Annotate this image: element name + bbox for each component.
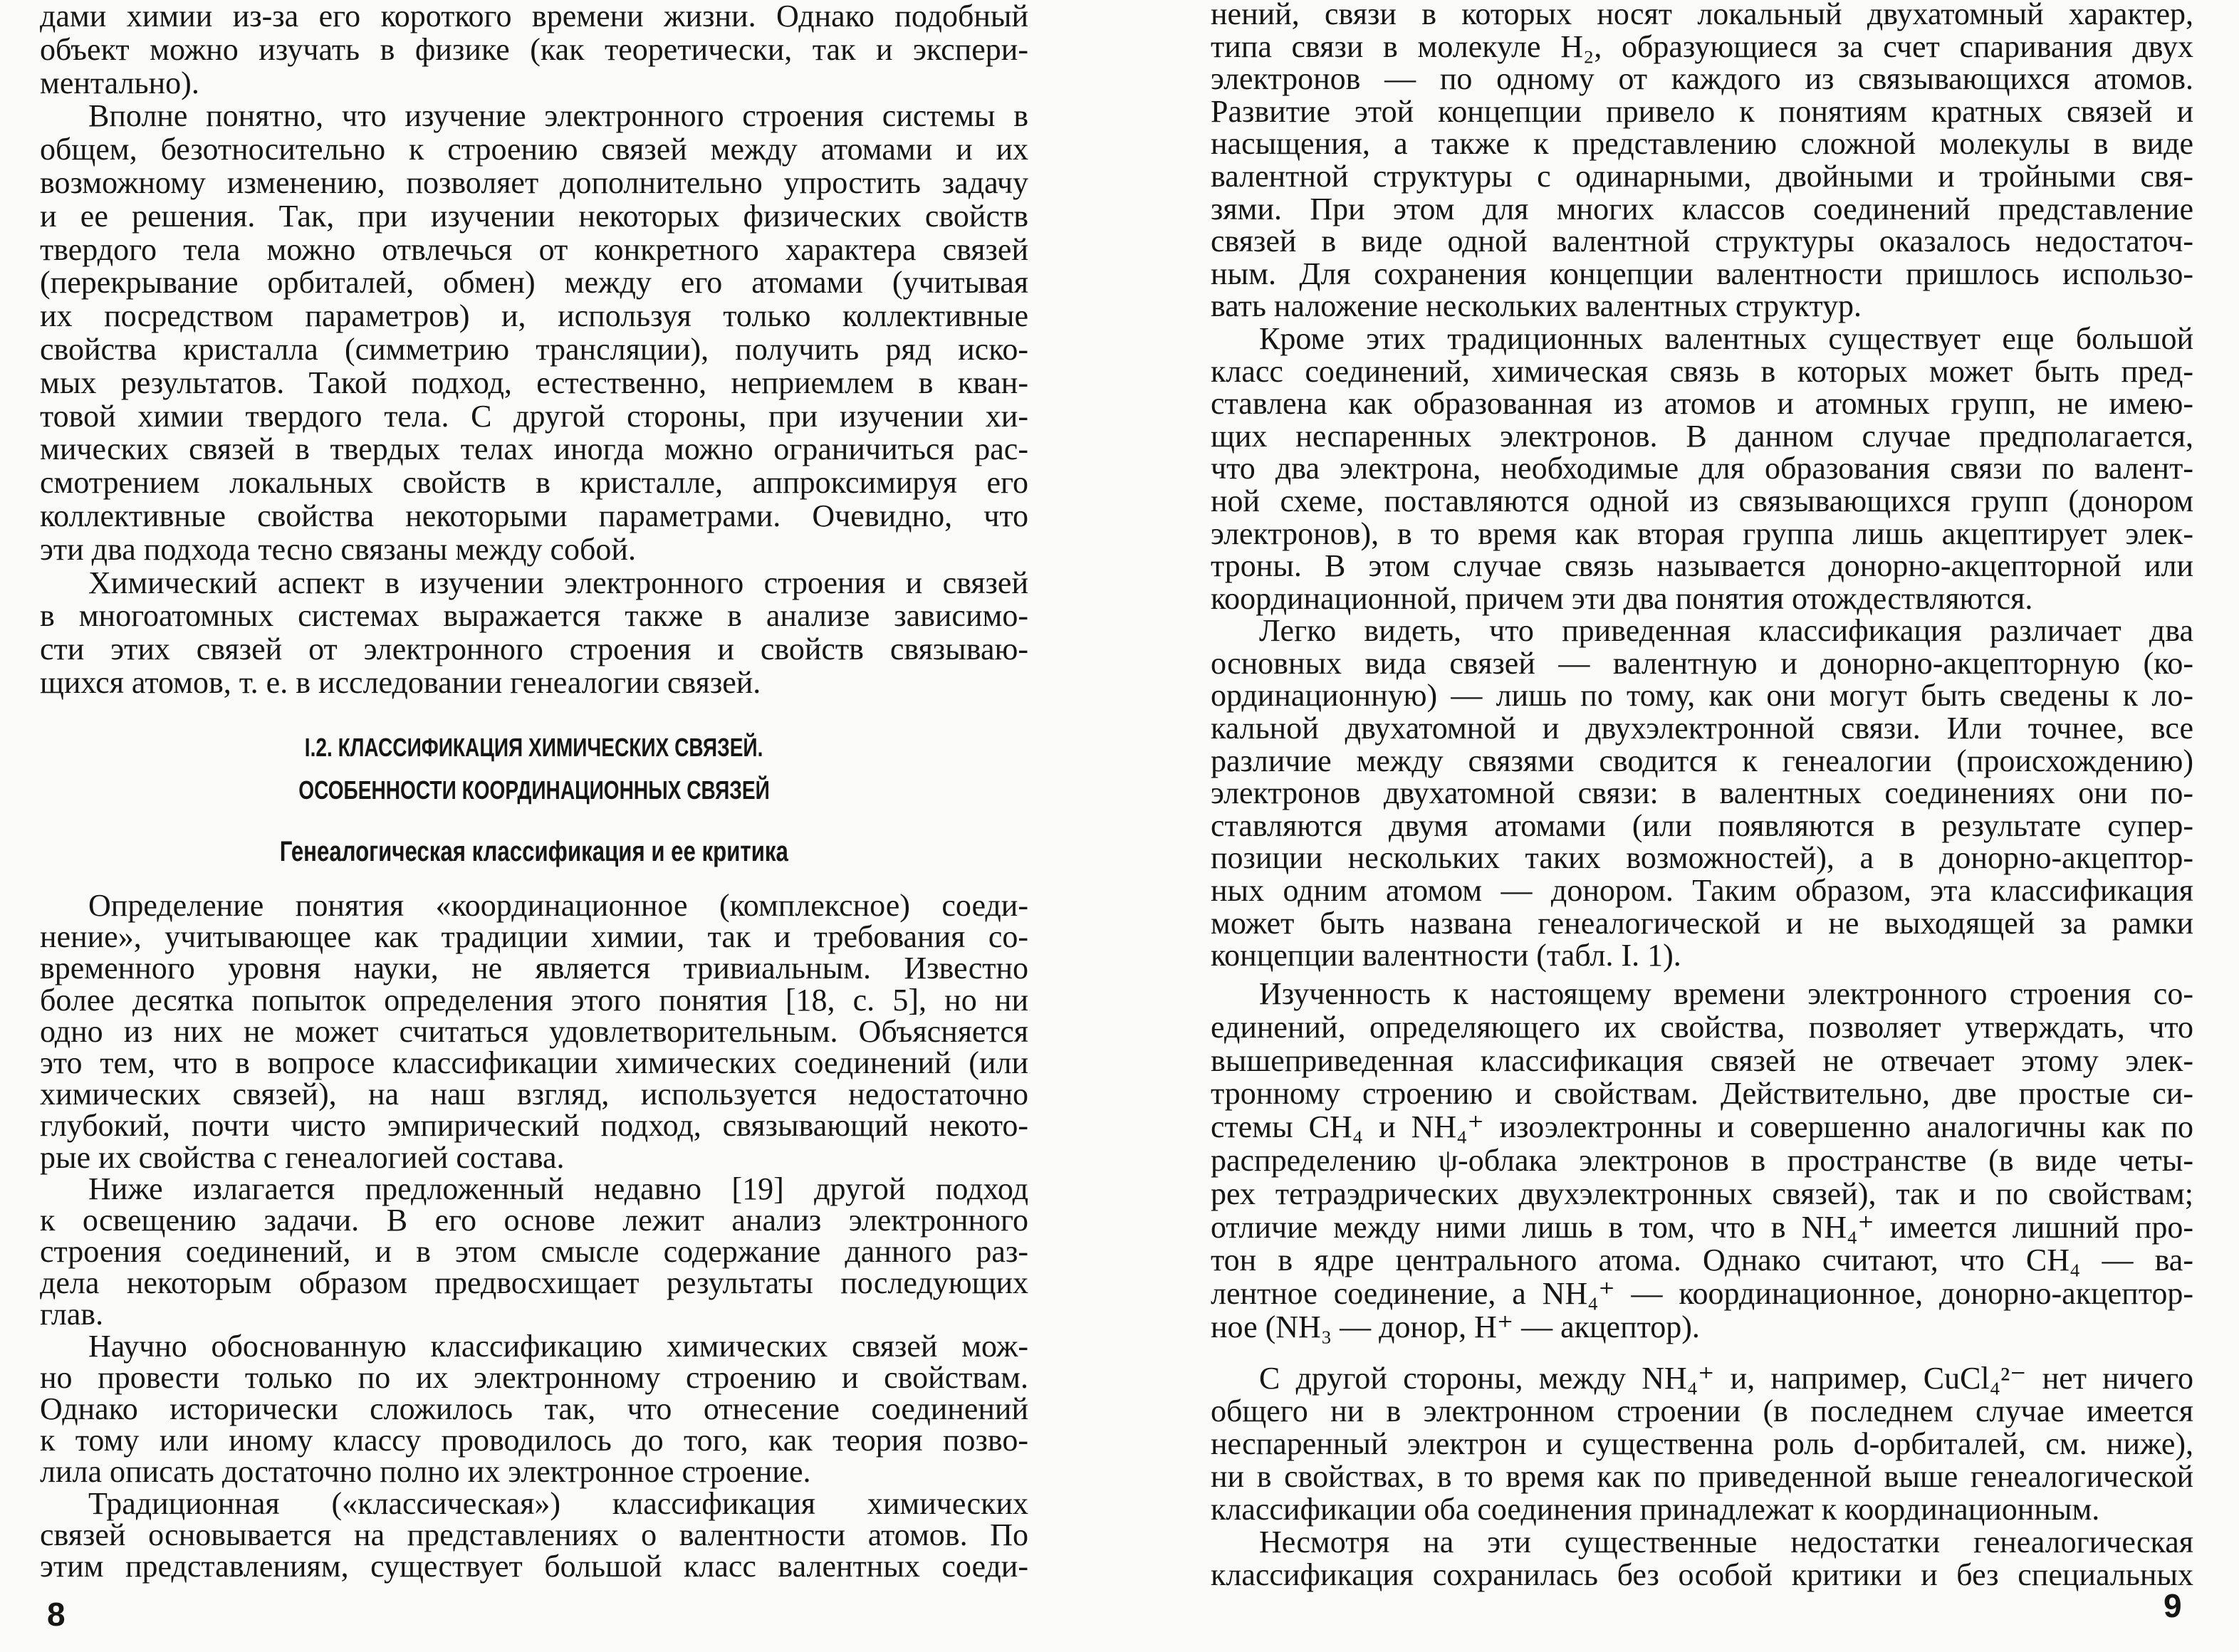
section-heading-line: I.2. КЛАССИФИКАЦИЯ ХИМИЧЕСКИХ СВЯЗЕЙ. [305, 733, 763, 762]
text-line: дами химии из-за его короткого времени жизни. Однако подобный [40, 0, 1028, 33]
text-line: электронов — по одному от каждого из связывающихся атомов. [1211, 61, 2193, 97]
paragraph [1211, 0, 2193, 323]
text-line: может быть названа генеалогической и не выходящей за рамки [1211, 905, 2193, 941]
text-line: глав. [40, 1297, 104, 1332]
text-line: насыщения, а также к представлению сложной молекулы в виде [1211, 126, 2193, 162]
text-line: ных одним атомом — донором. Таким образом, эта классификация [1211, 873, 2193, 909]
text-line: временного уровня науки, не является тривиальным. Известно [40, 951, 1028, 986]
text-line: стемы CH₄ и NH₄⁺ изоэлектронны и совершенно аналогичны как по [1211, 1109, 2193, 1145]
text-line: концепции валентности (табл. I. 1). [1211, 938, 1681, 973]
paragraph [40, 890, 1028, 1173]
text-line: Вполне понятно, что изучение электронного строения системы в [88, 98, 1028, 134]
text-line: различие между связями сводится к генеалогии (происхождению) [1211, 743, 2193, 778]
text-line: ментально). [40, 65, 199, 100]
text-line: свойства кристалла (симметрию трансляции), получить ряд иско- [40, 331, 1028, 367]
paragraph [1211, 1526, 2193, 1591]
text-line: С другой стороны, между NH₄⁺ и, например, CuCl₄²⁻ нет ничего [1259, 1361, 2193, 1396]
text-line: тронному строению и свойствам. Действительно, две простые си- [1211, 1076, 2193, 1112]
text-line: классификации оба соединения принадлежат к координационным. [1211, 1492, 2100, 1527]
text-line: Кроме этих традиционных валентных существует еще большой [1259, 320, 2193, 356]
text-line: их посредством параметров) и, используя только коллективные [40, 298, 1028, 334]
text-line: рые их свойства с генеалогией состава. [40, 1139, 565, 1175]
text-line: ным. Для сохранения концепции валентности пришлось использо- [1211, 256, 2193, 291]
text-line: (перекрывание орбиталей, обмен) между его атомами (учитывая [40, 265, 1028, 300]
text-line: валентной структуры с одинарными, двойными и тройными свя- [1211, 158, 2193, 194]
paragraph [40, 1328, 1028, 1490]
text-line: возможному изменению, позволяет дополнительно упростить задачу [40, 164, 1028, 200]
text-line: кальной двухатомной и двухэлектронной связи. Или точнее, все [1211, 711, 2193, 746]
right-text-block-bottom [1211, 1362, 2193, 1591]
paragraph [40, 100, 1028, 566]
text-line: Однако исторически сложилось так, что отнесение соединений [40, 1391, 1028, 1426]
text-line: ординационную) — лишь по тому, как они могут быть сведены к ло- [1211, 678, 2193, 713]
text-line: ное (NH₃ — донор, H⁺ — акцептор). [1211, 1309, 1700, 1344]
text-line: это тем, что в вопросе классификации химических соединений (или [40, 1045, 1028, 1080]
text-line: глубокий, почти чисто эмпирический подход, связывающий некото- [40, 1108, 1028, 1144]
text-line: к тому или иному классу проводилось до того, как теория позво- [40, 1423, 1028, 1458]
text-line: основных вида связей — валентную и донорно-акцепторную (ко- [1211, 645, 2193, 681]
text-line: смотрением локальных свойств в кристалле, аппроксимируя его [40, 465, 1028, 501]
text-line: типа связи в молекуле H₂, образующиеся за счет спаривания двух [1211, 28, 2193, 64]
text-line: но провести только по их электронному строению и свойствам. [40, 1359, 1028, 1395]
text-line: товой химии твердого тела. С другой стороны, при изучении хи- [40, 398, 1028, 434]
right-text-block-middle [1211, 978, 2193, 1344]
text-line: Развитие этой концепции привело к понятиям кратных связей и [1211, 93, 2193, 129]
text-line: химических связей), на наш взгляд, используется недостаточно [40, 1077, 1028, 1112]
text-line: вать наложение нескольких валентных структур. [1211, 288, 1862, 324]
text-line: координационной, причем эти два понятия отождествляются. [1211, 580, 2033, 616]
paragraph [40, 1173, 1028, 1331]
text-line: Легко видеть, что приведенная классификация различает два [1259, 613, 2193, 649]
text-line: Несмотря на эти существенные недостатки генеалогическая [1259, 1525, 2193, 1559]
text-line: общем, безотносительно к строению связей между атомами и их [40, 132, 1028, 167]
paragraph [1211, 615, 2193, 972]
page-number-left: 8 [47, 1596, 66, 1633]
text-line: Ниже излагается предложенный недавно [19] другой подход [88, 1171, 1028, 1206]
subsection-heading-text: Генеалогическая классификация и ее критика [279, 836, 789, 867]
text-line: неспаренный электрон и существенна роль d-орбиталей, см. ниже), [1211, 1426, 2193, 1461]
subsection-heading [40, 833, 1028, 870]
right-text-block-top [1211, 0, 2193, 972]
text-line: объект можно изучать в физике (как теоретически, так и экспери- [40, 31, 1028, 67]
text-line: коллективные свойства некоторыми параметрами. Очевидно, что [40, 498, 1028, 533]
text-line: дела некоторым образом предвосхищает результаты последующих [40, 1265, 1028, 1301]
text-line: эти два подхода тесно связаны между собой. [40, 531, 636, 567]
text-line: классификация сохранилась без особой критики и без специальных [1211, 1557, 2193, 1592]
text-line: мических связей в твердых телах иногда можно ограничиться рас- [40, 432, 1028, 467]
text-line: щихся атомов, т. е. в исследовании генеалогии связей. [40, 664, 761, 700]
text-line: Изученность к настоящему времени электронного строения со- [1259, 976, 2193, 1011]
text-line: ни в свойствах, в то время как по приведенной выше генеалогической [1211, 1459, 2193, 1494]
section-heading [40, 726, 1028, 812]
text-line: единений, определяющего их свойства, позволяет утверждать, что [1211, 1009, 2193, 1045]
left-text-block-bottom [40, 890, 1028, 1582]
paragraph [1211, 978, 2193, 1344]
text-line: мых результатов. Такой подход, естественно, неприемлем в кван- [40, 365, 1028, 400]
text-line: нений, связи в которых носят локальный двухатомный характер, [1211, 0, 2193, 31]
text-line: связей основывается на представлениях о валентности атомов. По [40, 1517, 1028, 1552]
section-heading-line: ОСОБЕННОСТИ КООРДИНАЦИОННЫХ СВЯЗЕЙ [298, 775, 770, 805]
text-line: электронов), в то время как вторая группа лишь акцептирует элек- [1211, 516, 2193, 551]
text-line: электронов двухатомной связи: в валентных соединениях они по- [1211, 775, 2193, 811]
paragraph [1211, 1362, 2193, 1526]
text-line: одно из них не может считаться удовлетворительным. Объясняется [40, 1013, 1028, 1049]
text-line: лентное соединение, а NH₄⁺ — координационное, донорно-акцептор- [1211, 1276, 2193, 1312]
text-line: что два электрона, необходимые для образования связи по валент- [1211, 451, 2193, 486]
text-line: сти этих связей от электронного строения и свойств связываю- [40, 632, 1028, 667]
text-line: позиции нескольких таких возможностей), а в донорно-акцептор- [1211, 840, 2193, 876]
paragraph [40, 567, 1028, 700]
text-line: ной схеме, поставляются одной из связывающихся групп (донором [1211, 483, 2193, 518]
text-line: этим представлениям, существует большой класс валентных соеди- [40, 1548, 1028, 1584]
text-line: нение», учитывающее как традиции химии, так и требования со- [40, 919, 1028, 955]
text-line: отличие между ними лишь в том, что в NH₄⁺ имеется лишний про- [1211, 1209, 2193, 1245]
text-line: к освещению задачи. В его основе лежит анализ электронного [40, 1202, 1028, 1238]
text-line: распределению ψ-облака электронов в пространстве (в виде четы- [1211, 1142, 2193, 1178]
text-line: класс соединений, химическая связь в которых может быть пред- [1211, 353, 2193, 389]
text-line: рех тетраэдрических двухэлектронных связей), так и по свойствам; [1211, 1176, 2193, 1211]
text-line: строения соединений, и в этом смысле содержание данного раз- [40, 1234, 1028, 1270]
text-line: зями. При этом для многих классов соединений представление [1211, 191, 2193, 226]
text-line: Химический аспект в изучении электронного строения и связей [88, 565, 1028, 600]
text-line: щих неспаренных электронов. В данном случае предполагается, [1211, 418, 2193, 454]
text-line: и ее решения. Так, при изучении некоторых физических свойств [40, 198, 1028, 234]
text-line: в многоатомных системах выражается также в анализе зависимо- [40, 598, 1028, 634]
left-text-block-top [40, 0, 1028, 700]
text-line: Научно обоснованную классификацию химических связей мож- [88, 1328, 1028, 1364]
paragraph [40, 1485, 1028, 1584]
text-line: вышеприведенная классификация связей не отвечает этому элек- [1211, 1042, 2193, 1078]
text-line: Традиционная («классическая») классификация химических [88, 1485, 1028, 1521]
paragraph [40, 0, 1028, 100]
text-line: ставляются двумя атомами (или появляются в результате супер- [1211, 807, 2193, 843]
page-number-right: 9 [2164, 1587, 2182, 1624]
text-line: Определение понятия «координационное (комплексное) соеди- [88, 888, 1028, 923]
text-line: ставлена как образованная из атомов и атомных групп, не имею- [1211, 386, 2193, 422]
paragraph [1211, 320, 2193, 616]
text-line: общего ни в электронном строении (в последнем случае имеется [1211, 1394, 2193, 1428]
text-line: твердого тела можно отвлечься от конкретного характера связей [40, 231, 1028, 267]
text-line: связей в виде одной валентной структуры оказалось недостаточ- [1211, 224, 2193, 259]
text-line: троны. В этом случае связь называется донорно-акцепторной или [1211, 548, 2193, 584]
text-line: лила описать достаточно полно их электронное строение. [40, 1454, 811, 1490]
text-line: более десятка попыток определения этого понятия [18, с. 5], но ни [40, 982, 1028, 1018]
text-line: тон в ядре центрального атома. Однако считают, что CH₄ — ва- [1211, 1243, 2193, 1278]
